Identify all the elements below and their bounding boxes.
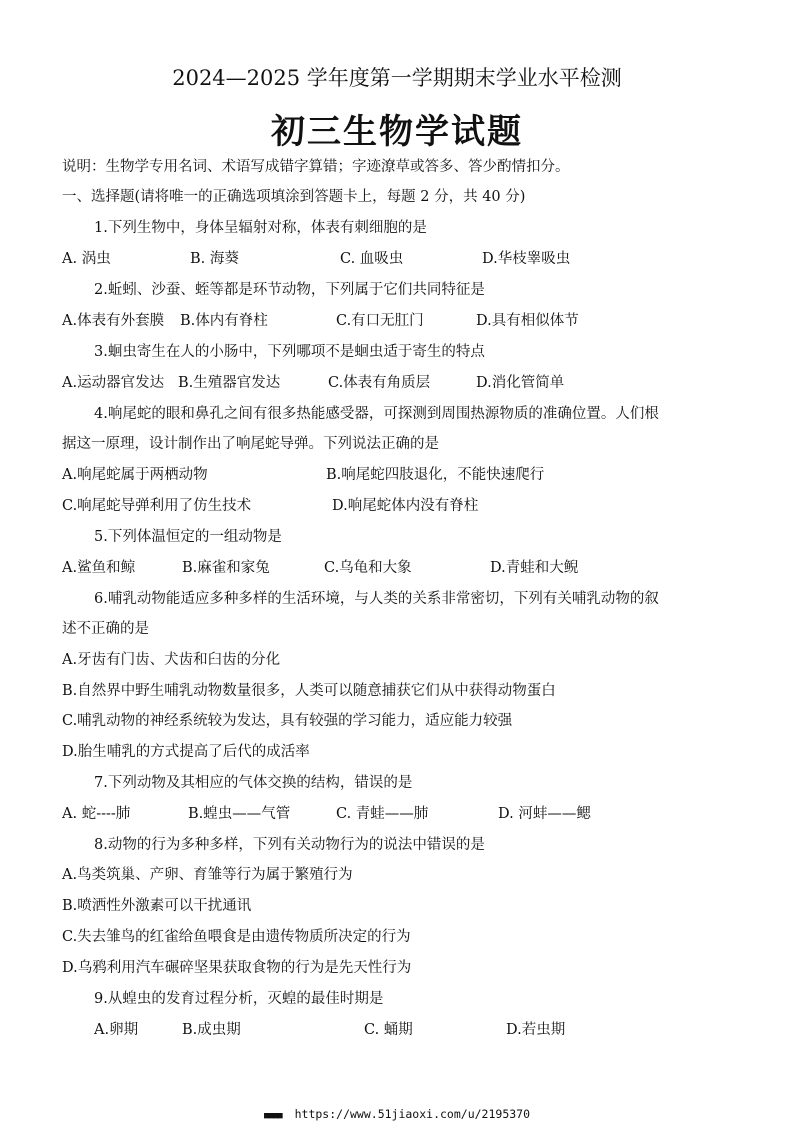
option: A.响尾蛇属于两栖动物	[62, 467, 208, 483]
option: D.华枝睾吸虫	[482, 251, 571, 267]
option: A.体表有外套膜	[62, 313, 165, 329]
section-heading: 一、选择题(请将唯一的正确选项填涂到答题卡上，每题 2 分，共 40 分)	[62, 189, 526, 205]
option: D.若虫期	[506, 1022, 566, 1038]
option: A. 蛇----肺	[62, 806, 131, 822]
option: B. 海葵	[190, 251, 239, 267]
option: C.响尾蛇导弹利用了仿生技术	[62, 498, 252, 514]
page-footer	[0, 1107, 794, 1121]
option: C.体表有角质层	[328, 375, 431, 391]
option: A. 涡虫	[62, 251, 111, 267]
option: D.乌鸦利用汽车碾碎坚果获取食物的行为是先天性行为	[62, 960, 412, 976]
exam-title: 2024—2025 学年度第一学期期末学业水平检测	[172, 66, 622, 90]
option: C.哺乳动物的神经系统较为发达，具有较强的学习能力，适应能力较强	[62, 713, 513, 729]
question-stem-continued: 述不正确的是	[62, 621, 149, 637]
question-stem: 3.蛔虫寄生在人的小肠中，下列哪项不是蛔虫适于寄生的特点	[94, 344, 485, 360]
option: B.响尾蛇四肢退化，不能快速爬行	[326, 467, 545, 483]
option: D. 河蚌——鳃	[498, 806, 591, 822]
question-stem: 7.下列动物及其相应的气体交换的结构，错误的是	[94, 775, 413, 791]
instruction-note: 说明：生物学专用名词、术语写成错字算错；字迹潦草或答多、答少酌情扣分。	[62, 159, 570, 175]
question-stem: 5.下列体温恒定的一组动物是	[94, 529, 282, 545]
option: D.响尾蛇体内没有脊柱	[332, 498, 479, 514]
option: D.胎生哺乳的方式提高了后代的成活率	[62, 744, 310, 760]
option: B.蝗虫——气管	[188, 806, 291, 822]
option: D.青蛙和大鲵	[490, 560, 579, 576]
watermark-logo-icon: ■■■■	[263, 1111, 282, 1121]
question-stem: 2.蚯蚓、沙蚕、蛭等都是环节动物，下列属于它们共同特征是	[94, 282, 485, 298]
option: C. 血吸虫	[340, 251, 404, 267]
question-stem: 8.动物的行为多种多样，下列有关动物行为的说法中错误的是	[94, 837, 485, 853]
option: A.卵期	[94, 1022, 139, 1038]
option: D.具有相似体节	[476, 313, 579, 329]
question-stem: 6.哺乳动物能适应多种多样的生活环境，与人类的关系非常密切，下列有关哺乳动物的叙	[94, 591, 659, 607]
option: A.鲨鱼和鲸	[62, 560, 136, 576]
option: C.乌龟和大象	[324, 560, 412, 576]
option: A.牙齿有门齿、犬齿和臼齿的分化	[62, 652, 281, 668]
question-stem: 1.下列生物中，身体呈辐射对称，体表有刺细胞的是	[94, 220, 427, 236]
option: B.体内有脊柱	[180, 313, 268, 329]
footer-url-link[interactable]: https://www.51jiaoxi.com/u/2195370	[294, 1107, 531, 1121]
question-stem-continued: 据这一原理，设计制作出了响尾蛇导弹。下列说法正确的是	[62, 436, 439, 452]
option: C.失去雏鸟的红雀给鱼喂食是由遗传物质所决定的行为	[62, 929, 411, 945]
option: C. 蛹期	[364, 1022, 413, 1038]
option: A.鸟类筑巢、产卵、育雏等行为属于繁殖行为	[62, 867, 353, 883]
question-stem: 9.从蝗虫的发育过程分析，灭蝗的最佳时期是	[94, 991, 384, 1007]
option: B.自然界中野生哺乳动物数量很多，人类可以随意捕获它们从中获得动物蛋白	[62, 683, 556, 699]
option: B.喷洒性外激素可以干扰通讯	[62, 898, 252, 914]
option: C.有口无肛门	[336, 313, 424, 329]
option: B.麻雀和家兔	[182, 560, 270, 576]
question-stem: 4.响尾蛇的眼和鼻孔之间有很多热能感受器，可探测到周围热源物质的准确位置。人们根	[94, 406, 659, 422]
option: D.消化管简单	[476, 375, 565, 391]
subject-title: 初三生物学试题	[271, 112, 523, 152]
option: C. 青蛙——肺	[336, 806, 429, 822]
option: B.成虫期	[182, 1022, 241, 1038]
option: A.运动器官发达	[62, 375, 165, 391]
option: B.生殖器官发达	[178, 375, 281, 391]
